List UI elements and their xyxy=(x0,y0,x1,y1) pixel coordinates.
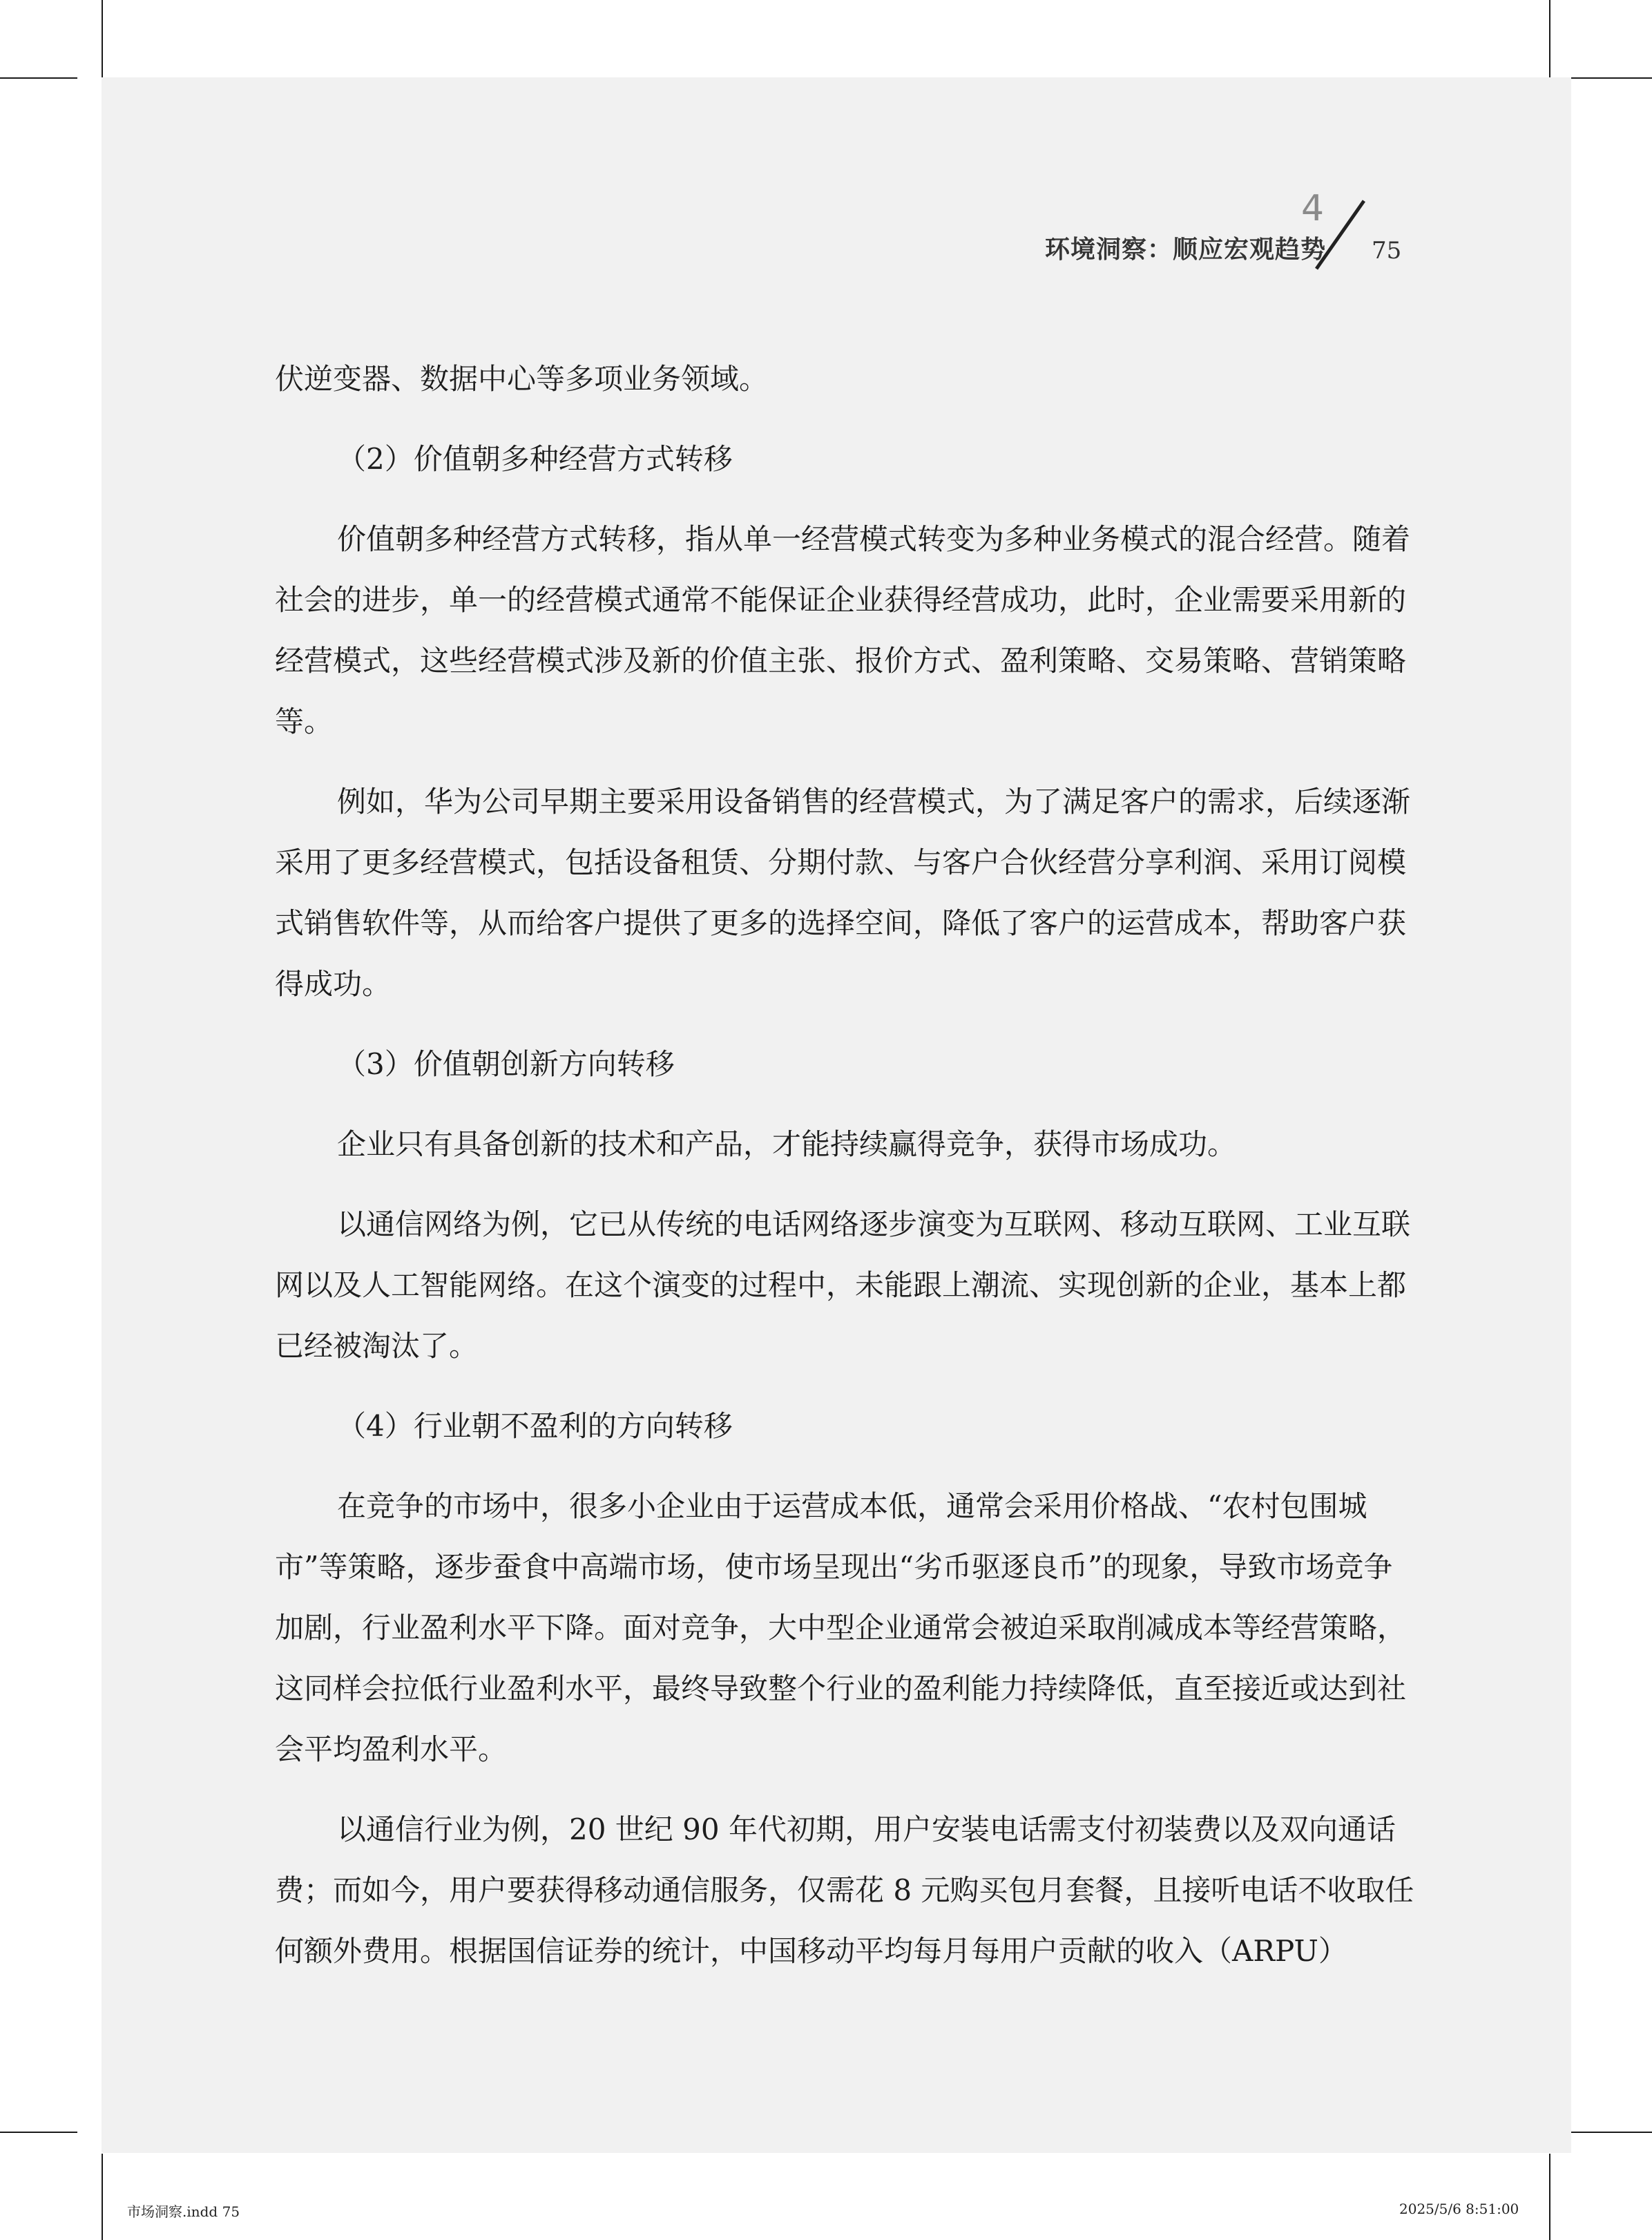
paragraph: 以通信行业为例，20 世纪 90 年代初期，用户安装电话需支付初装费以及双向通话费；而如今，用户要获得移动通信服务，仅需花 8 元购买包月套餐，且接听电话不收取任何额外费用。根据国信证券的统计，中国移动平均每月每用户贡献的收入（ARPU） xyxy=(275,1812,1414,1968)
crop-mark xyxy=(0,77,77,79)
section-heading: （4）行业朝不盈利的方向转移 xyxy=(337,1409,733,1443)
footer-timestamp: 2025/5/6 8:51:00 xyxy=(1399,2201,1519,2217)
paragraph: 伏逆变器、数据中心等多项业务领域。 xyxy=(275,362,769,396)
chapter-title: 环境洞察：顺应宏观趋势 xyxy=(1044,236,1326,264)
paragraph: 企业只有具备创新的技术和产品，才能持续赢得竞争，获得市场成功。 xyxy=(337,1127,1237,1161)
footer-file-label: 市场洞察.indd 75 xyxy=(127,2203,240,2220)
paragraph: 在竞争的市场中，很多小企业由于运营成本低，通常会采用价格战、“农村包围城市”等策略，逐步蚕食中高端市场，使市场呈现出“劣币驱逐良币”的现象，导致市场竞争加剧，行业盈利水平下降。面对竞争，大中型企业通常会被迫采取削减成本等经营策略，这同样会拉低行业盈利水平，最终导致整个行业的盈利能力持续降低，直至接近或达到社会平均盈利水平。 xyxy=(275,1489,1407,1766)
crop-mark xyxy=(0,2132,77,2133)
crop-mark xyxy=(1549,0,1550,77)
page-number: 75 xyxy=(1372,237,1402,265)
paragraph: 价值朝多种经营方式转移，指从单一经营模式转变为多种业务模式的混合经营。随着社会的进步，单一的经营模式通常不能保证企业获得经营成功，此时，企业需要采用新的经营模式，这些经营模式涉及新的价值主张、报价方式、盈利策略、交易策略、营销策略等。 xyxy=(275,522,1411,738)
crop-mark xyxy=(1571,77,1652,79)
crop-mark xyxy=(1549,2154,1550,2240)
body-text xyxy=(275,349,1417,2001)
paragraph: 以通信网络为例，它已从传统的电话网络逐步演变为互联网、移动互联网、工业互联网以及人工智能网络。在这个演变的过程中，未能跟上潮流、实现创新的企业，基本上都已经被淘汰了。 xyxy=(275,1207,1411,1363)
paragraph: 例如，华为公司早期主要采用设备销售的经营模式，为了满足客户的需求，后续逐渐采用了更多经营模式，包括设备租赁、分期付款、与客户合伙经营分享利润、采用订阅模式销售软件等，从而给客户提供了更多的选择空间，降低了客户的运营成本，帮助客户获得成功。 xyxy=(275,785,1411,1001)
section-heading: （3）价值朝创新方向转移 xyxy=(337,1047,675,1081)
crop-mark xyxy=(102,0,103,77)
crop-mark xyxy=(1571,2132,1652,2133)
crop-mark xyxy=(102,2154,103,2240)
chapter-number: 4 xyxy=(1301,188,1325,229)
section-heading: （2）价值朝多种经营方式转移 xyxy=(337,442,733,476)
